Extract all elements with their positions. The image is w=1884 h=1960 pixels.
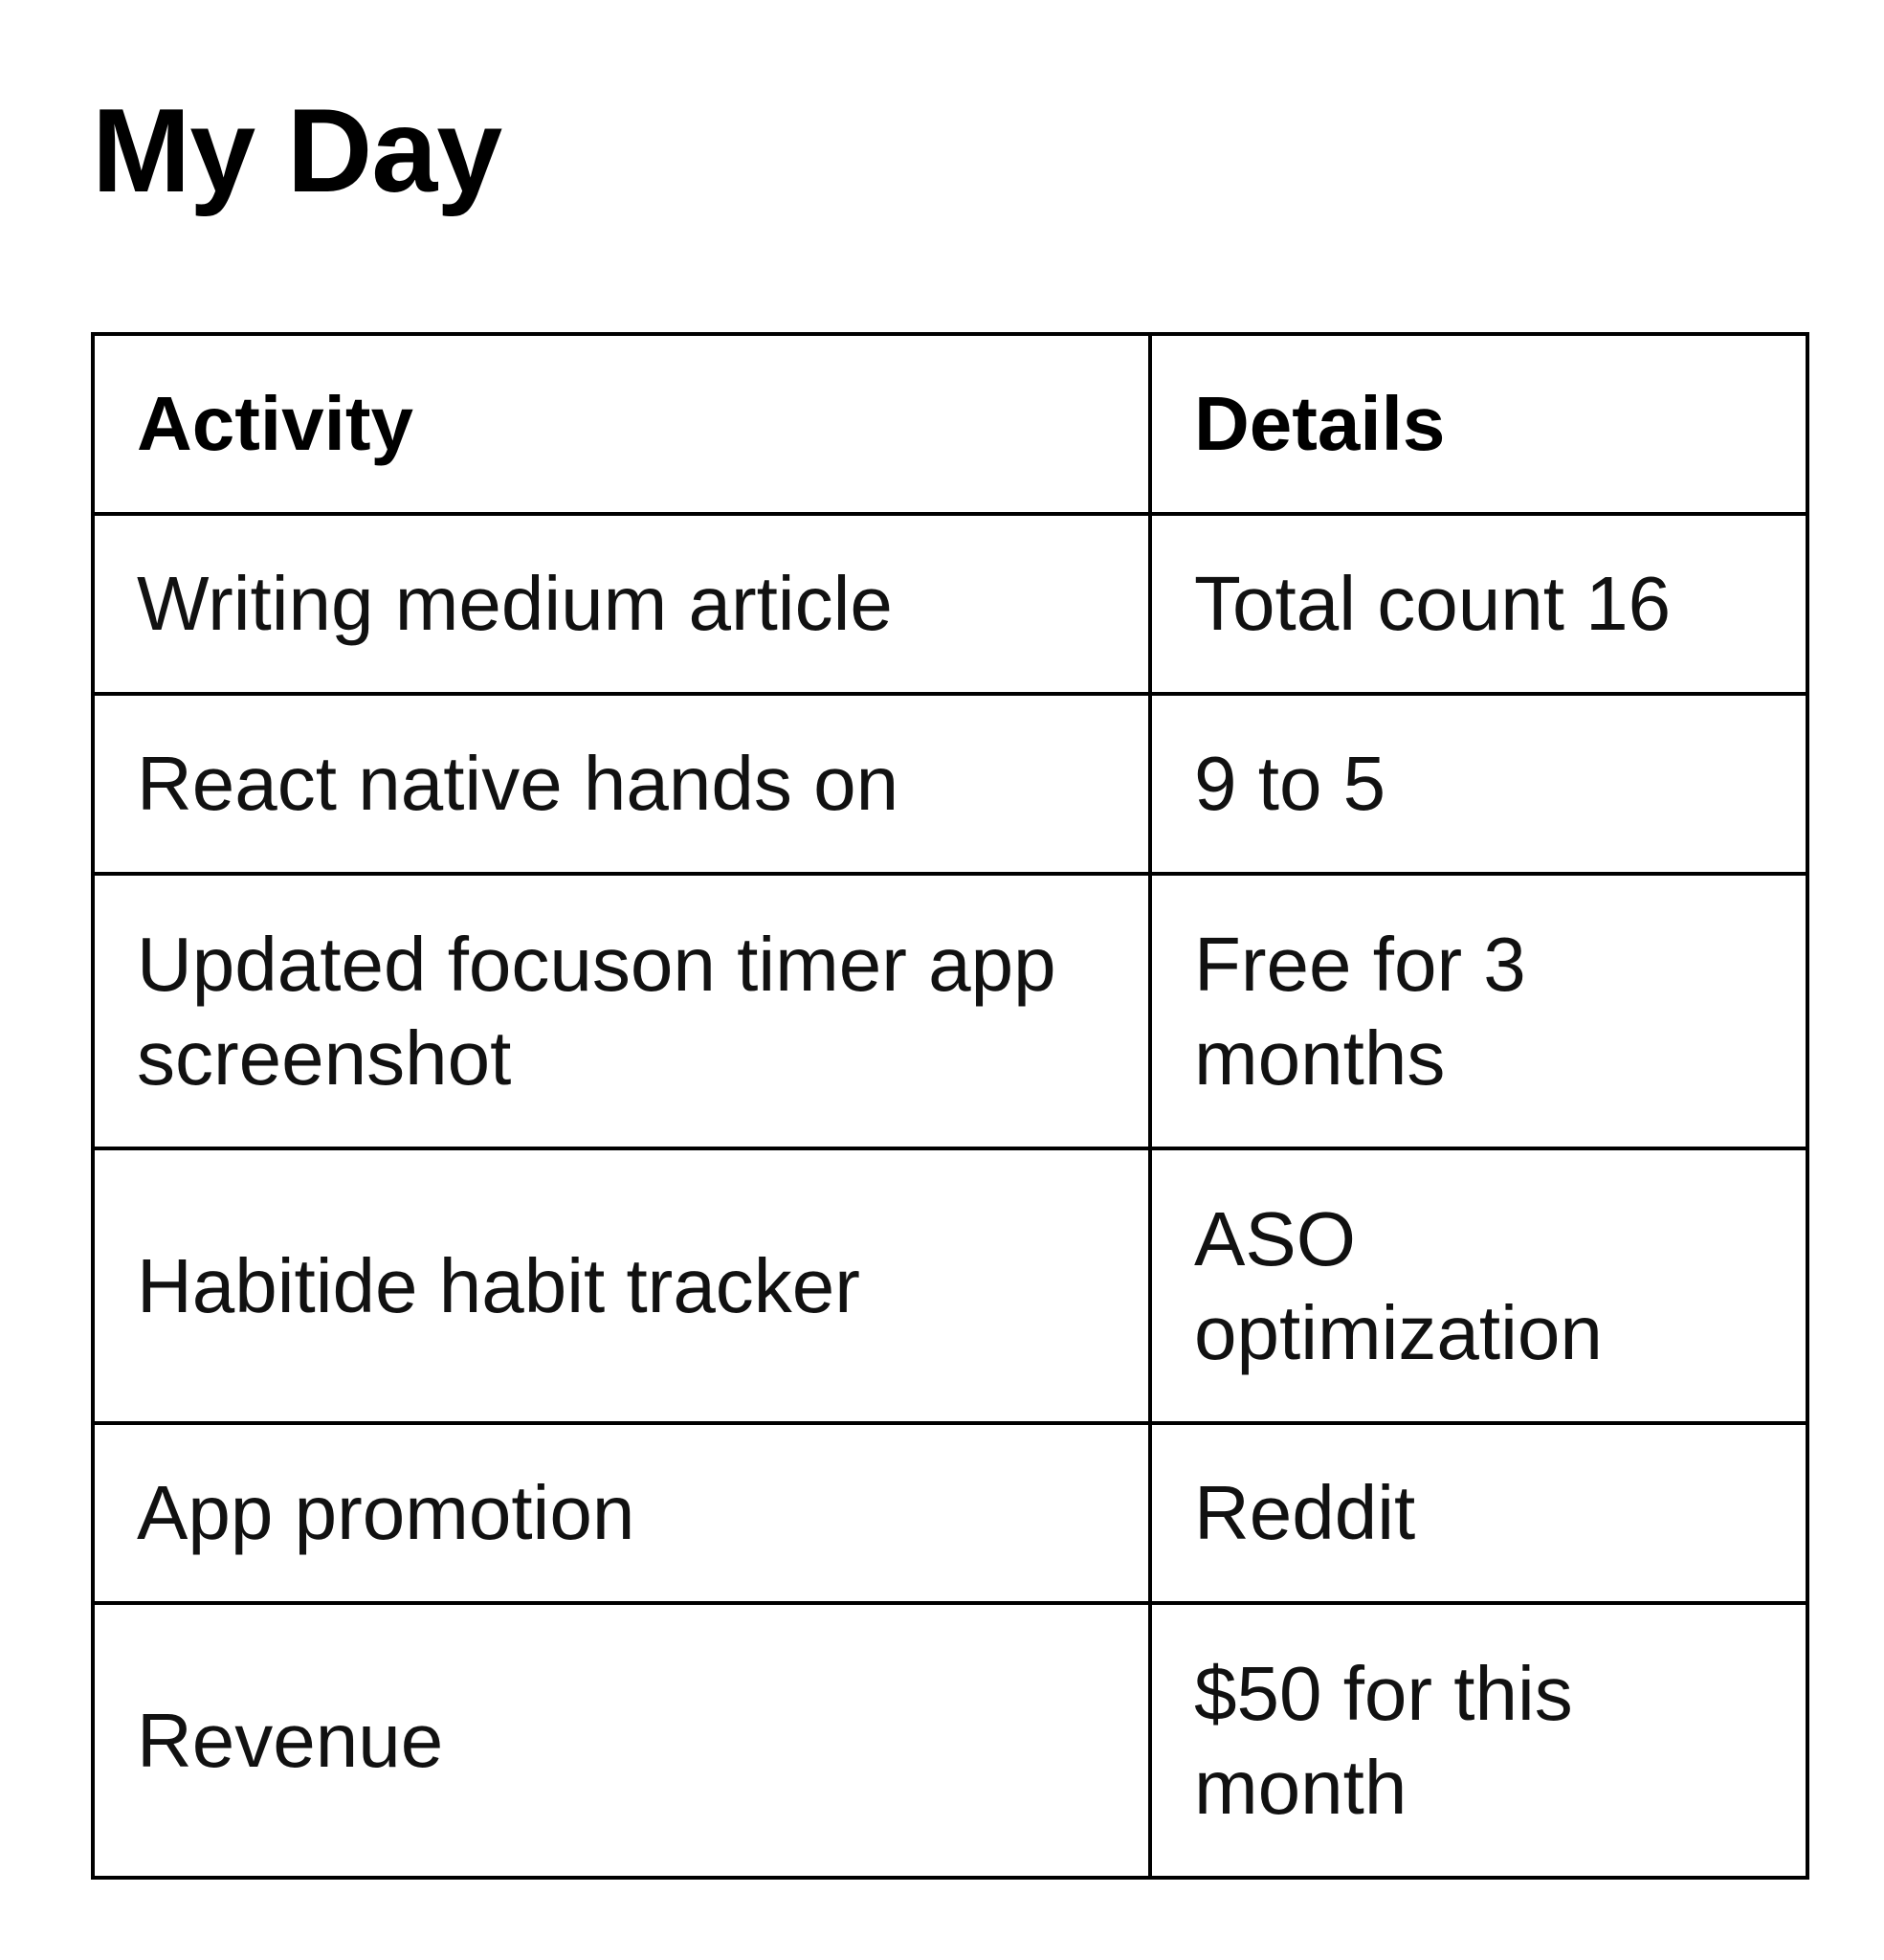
activity-cell: Habitide habit tracker (93, 1148, 1150, 1423)
activity-cell: App promotion (93, 1423, 1150, 1603)
activity-cell: React native hands on (93, 694, 1150, 874)
table-row (93, 874, 1807, 1148)
header-details: Details (1150, 334, 1807, 514)
activity-table (91, 332, 1809, 1880)
details-cell: ASO optimization (1150, 1148, 1807, 1423)
page-title: My Day (92, 85, 502, 217)
table-row (93, 514, 1807, 694)
table-row (93, 1148, 1807, 1423)
details-cell: 9 to 5 (1150, 694, 1807, 874)
header-activity: Activity (93, 334, 1150, 514)
activity-cell: Writing medium article (93, 514, 1150, 694)
table-header-row (93, 334, 1807, 514)
table-row (93, 694, 1807, 874)
activity-cell: Revenue (93, 1603, 1150, 1878)
table-row (93, 1423, 1807, 1603)
details-cell: $50 for this month (1150, 1603, 1807, 1878)
activity-cell: Updated focuson timer app screenshot (93, 874, 1150, 1148)
details-cell: Total count 16 (1150, 514, 1807, 694)
details-cell: Reddit (1150, 1423, 1807, 1603)
details-cell: Free for 3 months (1150, 874, 1807, 1148)
table-row (93, 1603, 1807, 1878)
